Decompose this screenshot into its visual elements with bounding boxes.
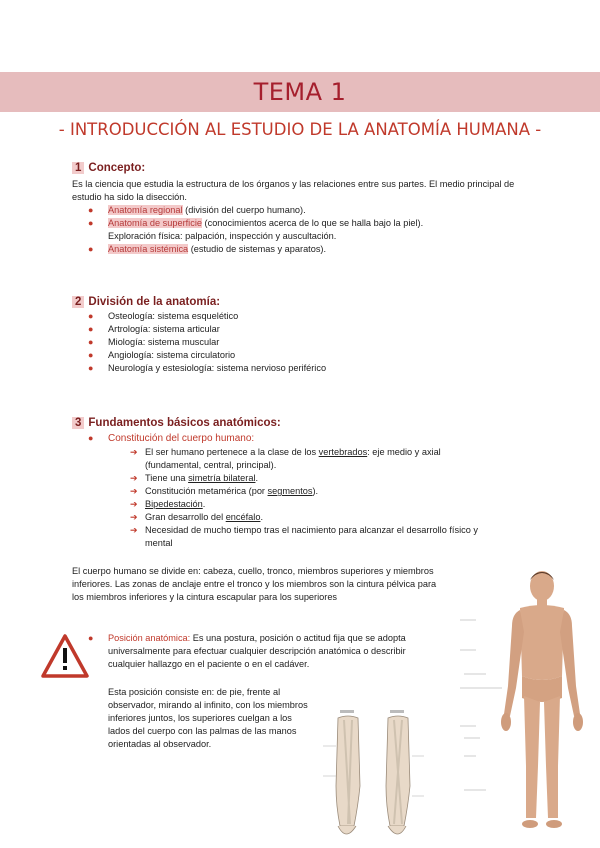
item-text: Constitución metamérica (por	[145, 486, 268, 496]
list-item	[88, 336, 220, 349]
item-text: El ser humano pertenece a la clase de los	[145, 447, 319, 457]
arrow-item	[130, 446, 525, 472]
subsection-title	[88, 432, 255, 445]
arrow-item	[130, 485, 319, 498]
item-text: mental	[145, 538, 173, 548]
item-text: .	[260, 512, 263, 522]
highlight-term: Anatomía regional	[108, 205, 183, 215]
section-number: 3	[72, 417, 84, 429]
item-text: Constitución del cuerpo humano:	[108, 433, 255, 444]
section-number: 2	[72, 296, 84, 308]
item-text: Angiología: sistema circulatorio	[108, 350, 236, 360]
underlined-term: Bipedestación	[145, 499, 203, 509]
bullet-icon: ●	[88, 324, 94, 334]
section-number: 1	[72, 162, 84, 174]
list-item	[88, 204, 528, 217]
underlined-term: segmentos	[267, 486, 313, 496]
forearm-illustration	[318, 706, 428, 844]
arrow-right-icon: ➔	[130, 525, 138, 535]
bullet-icon: ●	[88, 244, 94, 254]
bullet-icon: ●	[88, 433, 94, 443]
list-item	[88, 323, 220, 336]
item-text: Artrología: sistema articular	[108, 324, 220, 334]
item-text: Osteología: sistema esquelético	[108, 311, 239, 321]
section-title: Concepto:	[88, 162, 146, 174]
list-item	[88, 310, 239, 323]
position-description: Esta posición consiste en: de pie, frente al observador, mirando al infinito, con los miembros inferiores juntos, los superiores cuelgan a los lados del cuerpo con las palmas de las manos orientadas al observador.	[108, 687, 308, 749]
warning-triangle-icon	[40, 633, 90, 679]
item-text: .	[255, 473, 259, 483]
underlined-term: encéfalo	[225, 512, 261, 522]
section-3-heading	[72, 417, 281, 429]
item-text: Exploración física: palpación, inspección y auscultación.	[108, 231, 337, 241]
concept-text: Es la ciencia que estudia la estructura de los órganos y las relaciones entre sus partes. El medio principal de estudio ha sido la disección.	[72, 179, 515, 202]
arrow-right-icon: ➔	[130, 447, 138, 457]
highlight-term: Anatomía sistémica	[108, 244, 189, 254]
item-title: Posición anatómica:	[108, 633, 191, 643]
arrow-item	[130, 498, 206, 511]
section-1-heading	[72, 162, 145, 174]
item-text: ).	[312, 486, 319, 496]
bullet-icon: ●	[88, 218, 94, 228]
bullet-icon: ●	[88, 337, 94, 347]
item-text: (división del cuerpo humano).	[182, 205, 306, 215]
page-subtitle: - INTRODUCCIÓN AL ESTUDIO DE LA ANATOMÍA HUMANA -	[58, 120, 542, 139]
item-text: (estudio de sistemas y aparatos).	[188, 244, 327, 254]
arrow-item	[130, 524, 525, 550]
list-item	[88, 349, 236, 362]
arrow-right-icon: ➔	[130, 499, 138, 509]
highlight-term: Anatomía de superficie	[108, 218, 202, 228]
item-text: Necesidad de mucho tiempo tras el nacimiento para alcanzar el desarrollo físico y	[145, 525, 478, 535]
arrow-right-icon: ➔	[130, 486, 138, 496]
list-item	[88, 217, 528, 243]
list-item	[88, 362, 327, 375]
list-item	[88, 243, 528, 256]
anatomical-position-item	[88, 632, 428, 671]
bullet-icon: ●	[88, 350, 94, 360]
bullet-icon: ●	[88, 363, 94, 373]
item-text: Es una postura, posición o actitud fija que se adopta universalmente para efectuar cualquier descripción anatómica o describir cualquier hallazgo en el paciente o en el cadáver.	[108, 633, 406, 669]
item-text: Miología: sistema muscular	[108, 337, 220, 347]
section-title: División de la anatomía:	[88, 296, 221, 308]
item-text: Gran desarrollo del	[145, 512, 226, 522]
bullet-icon: ●	[88, 311, 94, 321]
page-title: TEMA 1	[253, 78, 347, 106]
item-text: Tiene una	[145, 473, 189, 483]
item-text: (fundamental, central, principal).	[145, 460, 277, 470]
bullet-icon: ●	[88, 205, 94, 215]
item-text: : eje medio y axial	[367, 447, 441, 457]
arrow-right-icon: ➔	[130, 473, 138, 483]
underlined-term: vertebrados	[318, 447, 368, 457]
bullet-icon: ●	[88, 633, 94, 643]
section-2-heading	[72, 296, 220, 308]
body-division-text: El cuerpo humano se divide en: cabeza, cuello, tronco, miembros superiores y miembros inferiores. Las zonas de anclaje entre el tronco y los miembros son la cintura pélvica para los miembros inferiores y la cintura escapular para los superiores	[72, 566, 437, 602]
item-text: Neurología y estesiología: sistema nervioso periférico	[108, 363, 327, 373]
human-body-illustration	[446, 566, 594, 838]
item-text: (conocimientos acerca de lo que se halla bajo la piel).	[201, 218, 424, 228]
item-text: .	[202, 499, 206, 509]
underlined-term: simetría bilateral	[188, 473, 256, 483]
arrow-item	[130, 511, 263, 524]
section-title: Fundamentos básicos anatómicos:	[88, 417, 281, 429]
arrow-right-icon: ➔	[130, 512, 138, 522]
arrow-item	[130, 472, 259, 485]
